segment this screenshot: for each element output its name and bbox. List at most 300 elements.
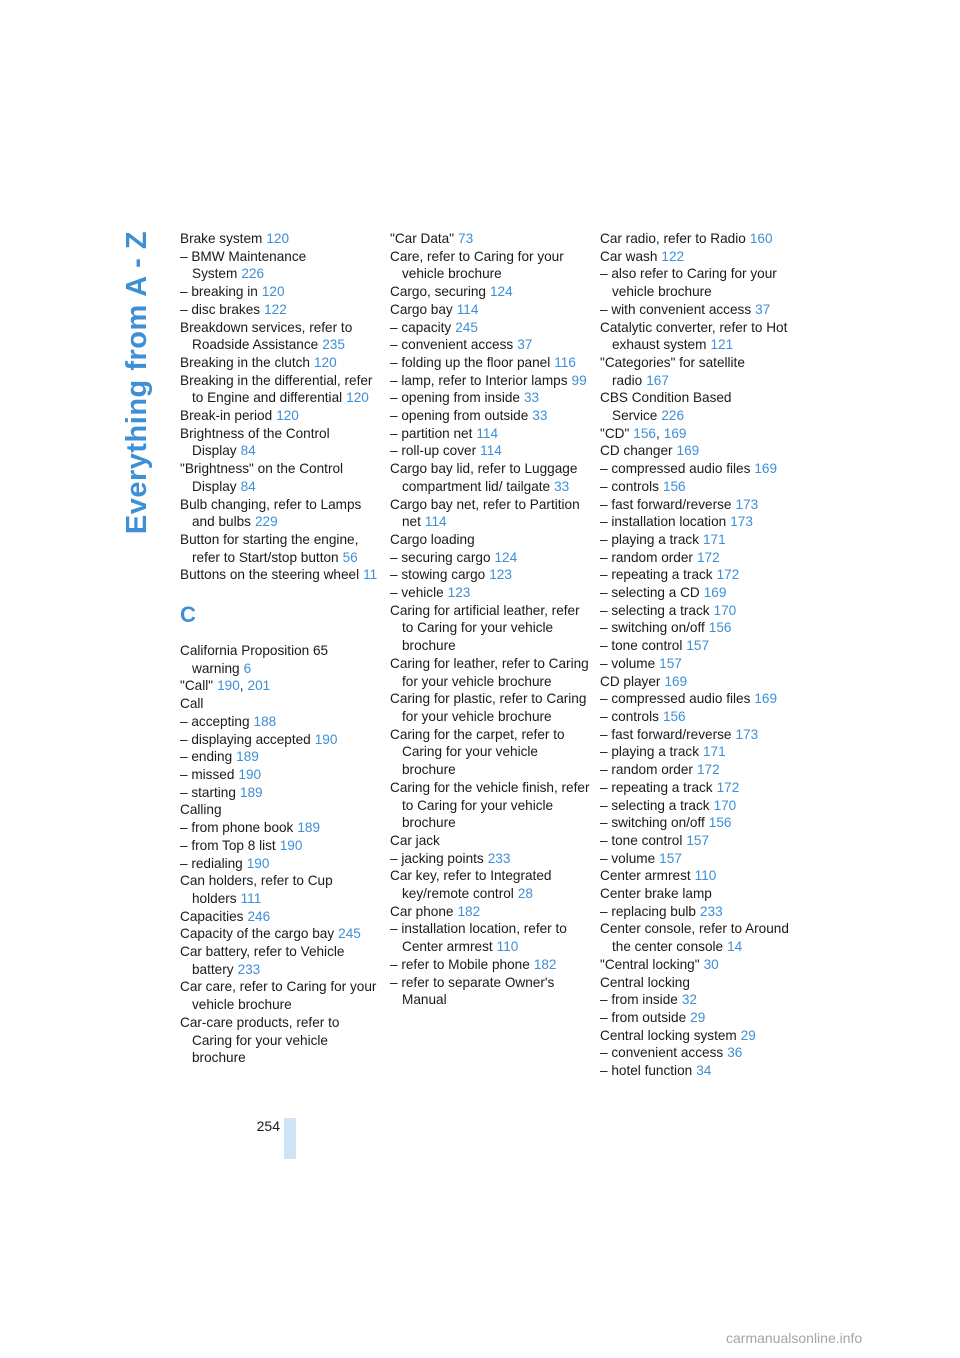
index-term: "Call" xyxy=(180,678,214,694)
index-entry xyxy=(180,230,380,248)
index-term: Cargo loading xyxy=(390,531,475,547)
index-term: – partition net xyxy=(390,425,473,441)
index-term: Brightness of the Control Display xyxy=(180,425,330,459)
index-term: Caring for plastic, refer to Caring for your vehicle brochure xyxy=(390,691,587,724)
page-reference-link[interactable]: 173 xyxy=(735,496,759,512)
index-term: – switching on/off xyxy=(600,620,705,636)
page-reference-link[interactable]: 29 xyxy=(690,1009,706,1025)
index-entry xyxy=(390,248,590,283)
index-term: Center armrest xyxy=(600,868,691,884)
index-entry xyxy=(600,779,800,797)
page-reference-link[interactable]: 173 xyxy=(735,726,759,742)
index-entry xyxy=(180,784,380,802)
index-entry xyxy=(390,974,590,1009)
page-reference-link[interactable]: 182 xyxy=(533,956,557,972)
page-reference-link[interactable]: 99 xyxy=(571,372,587,388)
page-reference-link[interactable]: 201 xyxy=(247,678,271,694)
index-term: – vehicle xyxy=(390,585,444,601)
page-reference-separator: , xyxy=(239,678,244,694)
page-reference-link[interactable]: 156 xyxy=(708,620,732,636)
page-reference-link[interactable]: 169 xyxy=(664,673,688,689)
index-term: – volume xyxy=(600,655,656,671)
index-entry xyxy=(180,766,380,784)
index-term: – playing a track xyxy=(600,531,699,547)
page-reference-link[interactable]: 84 xyxy=(240,478,256,494)
index-term: "CD" xyxy=(600,425,630,441)
index-entry xyxy=(390,442,590,460)
index-term: – selecting a track xyxy=(600,602,710,618)
index-term: Breaking in the clutch xyxy=(180,354,310,370)
index-term: Car care, refer to Caring for your vehicle brochure xyxy=(180,979,377,1013)
index-term: – playing a track xyxy=(600,744,699,760)
index-term: California Proposition 65 warning xyxy=(180,643,329,676)
index-term: CD changer xyxy=(600,443,673,459)
page-number-bar xyxy=(284,1118,296,1159)
index-entry xyxy=(390,496,590,531)
index-entry xyxy=(390,460,590,495)
page-reference-link[interactable]: 73 xyxy=(458,231,474,246)
index-entry xyxy=(600,566,800,584)
index-term: – disc brakes xyxy=(180,301,261,317)
index-term: – controls xyxy=(600,478,659,494)
page-reference-link[interactable]: 84 xyxy=(240,443,256,459)
page-reference-link[interactable]: 28 xyxy=(517,886,533,902)
index-entry xyxy=(390,779,590,832)
index-entry xyxy=(180,301,380,319)
index-entry xyxy=(600,655,800,673)
index-term: Calling xyxy=(180,802,222,818)
index-entry xyxy=(600,425,800,443)
index-term: Capacities xyxy=(180,908,244,924)
page-reference-link[interactable]: 226 xyxy=(661,408,685,424)
index-term: Car battery, refer to Vehicle battery xyxy=(180,944,345,977)
page-reference-link[interactable]: 182 xyxy=(457,903,481,919)
index-term: – replacing bulb xyxy=(600,903,696,919)
index-term: – accepting xyxy=(180,713,250,729)
index-column-1 xyxy=(180,230,380,1067)
index-term: – volume xyxy=(600,850,656,866)
page-reference-link[interactable]: 189 xyxy=(239,784,263,800)
page-reference-link[interactable]: 111 xyxy=(240,890,262,906)
index-term: Car wash xyxy=(600,248,658,264)
page-reference-link[interactable]: 6 xyxy=(243,660,252,676)
page-reference-link[interactable]: 124 xyxy=(489,284,513,300)
index-term: Central locking system xyxy=(600,1027,737,1043)
page-reference-link[interactable]: 157 xyxy=(659,850,682,866)
page-reference-link[interactable]: 37 xyxy=(755,301,771,317)
page-reference-link[interactable]: 189 xyxy=(236,749,259,765)
index-term: – from outside xyxy=(600,1009,687,1025)
index-term: Buttons on the steering wheel xyxy=(180,567,360,583)
index-entry xyxy=(600,1027,800,1045)
page-reference-link[interactable]: 169 xyxy=(754,461,778,477)
page-reference-link[interactable]: 114 xyxy=(424,514,447,530)
page-reference-link[interactable]: 32 xyxy=(681,992,697,1008)
page-reference-link[interactable]: 169 xyxy=(676,443,700,459)
index-entry xyxy=(600,832,800,850)
index-entry xyxy=(390,920,590,955)
index-entry xyxy=(180,1014,380,1067)
index-term: – from inside xyxy=(600,992,678,1008)
watermark: carmanualsonline.info xyxy=(726,1330,863,1346)
page-reference-link[interactable]: 188 xyxy=(253,713,277,729)
index-term: – displaying accepted xyxy=(180,731,311,747)
index-entry xyxy=(390,602,590,655)
page-reference-link[interactable]: 233 xyxy=(487,850,511,866)
page-reference-link[interactable]: 157 xyxy=(659,655,682,671)
index-entry xyxy=(390,832,590,850)
page-reference-link[interactable]: 33 xyxy=(532,408,548,424)
index-entry xyxy=(600,991,800,1009)
index-entry xyxy=(600,974,800,992)
index-entry xyxy=(180,908,380,926)
page-reference-link[interactable]: 189 xyxy=(297,820,321,836)
page-reference-link[interactable]: 124 xyxy=(494,549,518,565)
index-term: – stowing cargo xyxy=(390,567,486,583)
index-term: Center console, refer to Around the center console xyxy=(600,921,789,955)
index-entry xyxy=(180,642,380,677)
index-entry xyxy=(390,230,590,248)
index-entry xyxy=(390,690,590,725)
page-reference-link[interactable]: 235 xyxy=(322,337,345,353)
index-term: – from Top 8 list xyxy=(180,837,276,853)
index-entry xyxy=(180,872,380,907)
index-entry xyxy=(600,761,800,779)
index-term: – installation location xyxy=(600,514,727,530)
index-term: – opening from inside xyxy=(390,390,520,406)
index-term: Car radio, refer to Radio xyxy=(600,231,746,246)
index-term: Cargo, securing xyxy=(390,284,486,300)
index-term: Capacity of the cargo bay xyxy=(180,926,335,942)
index-term: – refer to Mobile phone xyxy=(390,956,530,972)
index-entry xyxy=(180,748,380,766)
index-entry xyxy=(600,478,800,496)
index-term: "Categories" for satellite radio xyxy=(600,354,745,388)
page-reference-link[interactable]: 171 xyxy=(703,531,726,547)
index-term: – opening from outside xyxy=(390,408,529,424)
page-reference-link[interactable]: 116 xyxy=(554,354,576,370)
index-entry xyxy=(600,903,800,921)
index-entry xyxy=(390,389,590,407)
index-term: – with convenient access xyxy=(600,301,752,317)
page-reference-link[interactable]: 172 xyxy=(716,567,740,583)
index-term: Call xyxy=(180,696,204,712)
index-entry xyxy=(390,956,590,974)
page-reference-link[interactable]: 123 xyxy=(447,585,471,601)
page-reference-link[interactable]: 169 xyxy=(754,691,778,707)
page-reference-link[interactable]: 157 xyxy=(686,638,710,654)
index-term: – starting xyxy=(180,784,236,800)
index-term: – capacity xyxy=(390,319,452,335)
page-reference-link[interactable]: 233 xyxy=(699,903,723,919)
index-entry xyxy=(600,619,800,637)
page-reference-link[interactable]: 233 xyxy=(237,961,261,977)
index-term: Breakdown services, refer to Roadside Assistance xyxy=(180,319,353,353)
page-reference-link[interactable]: 120 xyxy=(313,354,337,370)
index-term: Central locking xyxy=(600,974,690,990)
index-term: Can holders, refer to Cup holders xyxy=(180,873,333,906)
index-term: – convenient access xyxy=(390,337,514,353)
index-entry xyxy=(390,283,590,301)
index-term: – controls xyxy=(600,708,659,724)
index-entry xyxy=(600,389,800,424)
page-reference-link[interactable]: 110 xyxy=(496,939,519,955)
index-term: Caring for leather, refer to Caring for your vehicle brochure xyxy=(390,655,589,689)
index-entry xyxy=(180,943,380,978)
index-term: – breaking in xyxy=(180,284,258,300)
index-entry xyxy=(600,301,800,319)
index-term: Catalytic converter, refer to Hot exhaust system xyxy=(600,319,788,353)
page-reference-link[interactable]: 114 xyxy=(480,443,502,459)
index-entry xyxy=(180,354,380,372)
page-reference-link[interactable]: 170 xyxy=(713,797,737,813)
index-term: – redialing xyxy=(180,855,243,871)
index-entry xyxy=(600,584,800,602)
side-title xyxy=(118,232,158,532)
index-term: – compressed audio files xyxy=(600,691,751,707)
index-entry xyxy=(600,1009,800,1027)
page-reference-link[interactable]: 190 xyxy=(279,837,303,853)
index-term: CBS Condition Based Service xyxy=(600,390,732,424)
index-entry xyxy=(390,584,590,602)
page-reference-link[interactable]: 122 xyxy=(661,248,685,264)
index-entry xyxy=(180,283,380,301)
page-reference-link[interactable]: 190 xyxy=(238,766,262,782)
index-term: – fast forward/reverse xyxy=(600,496,732,512)
page-reference-link[interactable]: 114 xyxy=(476,425,499,441)
section-heading: C xyxy=(180,602,196,628)
index-term: – compressed audio files xyxy=(600,461,751,477)
index-entry xyxy=(180,319,380,354)
index-entry xyxy=(600,602,800,620)
index-entry xyxy=(600,496,800,514)
page-reference-link[interactable]: 123 xyxy=(489,567,512,583)
index-term: Breaking in the differential, refer to Engine and differential xyxy=(180,372,373,406)
index-entry xyxy=(390,425,590,443)
page-reference-link[interactable]: 190 xyxy=(246,855,270,871)
page-reference-link[interactable]: 11 xyxy=(363,567,378,583)
index-term: Car key, refer to Integrated key/remote control xyxy=(390,868,552,902)
index-entry xyxy=(600,690,800,708)
index-entry xyxy=(180,531,380,566)
page-reference-link[interactable]: 169 xyxy=(703,585,727,601)
index-entry xyxy=(390,850,590,868)
index-entry xyxy=(180,925,380,943)
index-entry xyxy=(180,425,380,460)
page-reference-link[interactable]: 30 xyxy=(703,956,719,972)
index-term: – selecting a CD xyxy=(600,585,700,601)
index-entry xyxy=(600,513,800,531)
page-reference-link[interactable]: 56 xyxy=(342,549,358,565)
index-entry xyxy=(600,248,800,266)
page-reference-link[interactable]: 29 xyxy=(740,1027,756,1043)
page-reference-link[interactable]: 190 xyxy=(314,731,338,747)
page-reference-link[interactable]: 156 xyxy=(708,815,732,831)
index-entry xyxy=(390,655,590,690)
side-title-text: Everything from A - Z xyxy=(121,230,154,534)
page-reference-link[interactable]: 156 xyxy=(662,708,686,724)
index-entry xyxy=(180,248,380,283)
index-term: Cargo bay lid, refer to Luggage compartment lid/ tailgate xyxy=(390,461,578,494)
index-term: – repeating a track xyxy=(600,567,713,583)
index-term: Brake system xyxy=(180,231,263,246)
index-term: – fast forward/reverse xyxy=(600,726,732,742)
index-entry xyxy=(600,726,800,744)
index-entry xyxy=(600,230,800,248)
page-number: 254 xyxy=(256,1118,280,1134)
index-entry xyxy=(390,549,590,567)
index-term: CD player xyxy=(600,673,661,689)
page-reference-link[interactable]: 172 xyxy=(716,779,740,795)
index-entry xyxy=(180,731,380,749)
page-reference-separator: , xyxy=(655,425,660,441)
index-entry xyxy=(390,372,590,390)
index-term: – repeating a track xyxy=(600,779,713,795)
index-term: – random order xyxy=(600,762,693,778)
index-term: Caring for the carpet, refer to Caring for your vehicle brochure xyxy=(390,726,565,778)
index-entry xyxy=(180,566,380,584)
page-reference-link[interactable]: 33 xyxy=(523,390,540,406)
index-entry xyxy=(600,442,800,460)
index-entry xyxy=(390,301,590,319)
index-entry xyxy=(390,903,590,921)
index-term: – securing cargo xyxy=(390,549,491,565)
index-entry xyxy=(600,637,800,655)
index-entry xyxy=(600,319,800,354)
index-entry xyxy=(390,867,590,902)
index-term: – tone control xyxy=(600,638,683,654)
page-reference-link[interactable]: 173 xyxy=(730,514,753,530)
index-entry xyxy=(600,956,800,974)
page-reference-link[interactable]: 36 xyxy=(727,1045,743,1061)
index-term: Center brake lamp xyxy=(600,886,712,902)
page-reference-link[interactable]: 169 xyxy=(663,425,687,441)
index-entry xyxy=(600,354,800,389)
index-term: – hotel function xyxy=(600,1063,693,1079)
index-term: Button for starting the engine, refer to Start/stop button xyxy=(180,531,359,565)
index-entry xyxy=(600,265,800,300)
index-entry xyxy=(600,1062,800,1080)
page-reference-link[interactable]: 122 xyxy=(264,301,287,317)
index-term: Cargo bay net, refer to Partition net xyxy=(390,496,580,530)
page-reference-link[interactable]: 34 xyxy=(696,1063,712,1079)
index-term: "Car Data" xyxy=(390,231,455,246)
index-entry xyxy=(600,850,800,868)
index-term: Car jack xyxy=(390,832,440,848)
index-term: – switching on/off xyxy=(600,815,705,831)
index-entry xyxy=(180,713,380,731)
index-entry xyxy=(600,1044,800,1062)
index-term: – roll-up cover xyxy=(390,443,477,459)
page-reference-link[interactable]: 114 xyxy=(456,301,479,317)
index-entry xyxy=(600,708,800,726)
index-entry xyxy=(180,460,380,495)
page-reference-link[interactable]: 160 xyxy=(749,231,773,246)
page-reference-link[interactable]: 14 xyxy=(727,939,743,955)
page-reference-link[interactable]: 157 xyxy=(686,832,710,848)
page-reference-link[interactable]: 120 xyxy=(346,390,369,406)
index-entry xyxy=(180,677,380,695)
index-entry xyxy=(390,319,590,337)
index-term: Caring for the vehicle finish, refer to Caring for your vehicle brochure xyxy=(390,779,590,831)
index-term: – also refer to Caring for your vehicle brochure xyxy=(600,266,777,300)
index-column-3 xyxy=(600,230,800,1080)
page-reference-link[interactable]: 121 xyxy=(710,337,734,353)
page-reference-link[interactable]: 110 xyxy=(694,868,717,884)
index-entry xyxy=(390,531,590,549)
page-reference-link[interactable]: 156 xyxy=(633,425,656,441)
index-term: Car-care products, refer to Caring for your vehicle brochure xyxy=(180,1014,340,1066)
index-entry xyxy=(390,354,590,372)
page-reference-link[interactable]: 120 xyxy=(276,408,299,424)
index-term: – installation location, refer to Center armrest xyxy=(390,921,567,955)
index-entry xyxy=(600,673,800,691)
index-entry xyxy=(600,867,800,885)
index-entry xyxy=(600,885,800,903)
page-reference-link[interactable]: 171 xyxy=(703,744,726,760)
page-reference-link[interactable]: 172 xyxy=(696,762,720,778)
index-term: "Central locking" xyxy=(600,956,700,972)
index-term: "Brightness" on the Control Display xyxy=(180,461,344,494)
index-term: – refer to separate Owner's Manual xyxy=(390,974,555,1008)
page-reference-link[interactable]: 190 xyxy=(217,678,240,694)
page-reference-link[interactable]: 172 xyxy=(696,549,720,565)
page-reference-link[interactable]: 120 xyxy=(261,284,285,300)
index-term: Break-in period xyxy=(180,408,273,424)
page-reference-link[interactable]: 229 xyxy=(254,514,278,530)
index-column-2 xyxy=(390,230,590,1009)
page-reference-link[interactable]: 170 xyxy=(713,602,737,618)
page-reference-link[interactable]: 120 xyxy=(266,231,290,246)
index-term: – ending xyxy=(180,749,233,765)
index-term: – from phone book xyxy=(180,820,294,836)
index-term: Cargo bay xyxy=(390,301,453,317)
index-entry xyxy=(180,837,380,855)
index-entry xyxy=(390,566,590,584)
page-reference-link[interactable]: 37 xyxy=(517,337,533,353)
page-reference-link[interactable]: 226 xyxy=(241,266,265,282)
index-entry xyxy=(390,336,590,354)
index-term: – random order xyxy=(600,549,693,565)
index-term: – tone control xyxy=(600,832,683,848)
index-entry xyxy=(600,797,800,815)
index-term: – missed xyxy=(180,766,235,782)
page-reference-link[interactable]: 245 xyxy=(338,926,361,942)
index-entry xyxy=(180,855,380,873)
index-term: Car phone xyxy=(390,903,454,919)
page-reference-link[interactable]: 245 xyxy=(455,319,478,335)
index-entry xyxy=(600,814,800,832)
index-entry xyxy=(600,549,800,567)
index-term: Bulb changing, refer to Lamps and bulbs xyxy=(180,496,362,530)
index-term: – selecting a track xyxy=(600,797,710,813)
index-entry xyxy=(600,460,800,478)
page-reference-link[interactable]: 167 xyxy=(646,372,669,388)
index-entry xyxy=(600,743,800,761)
index-term: – jacking points xyxy=(390,850,484,866)
index-entry xyxy=(180,801,380,819)
index-term: Care, refer to Caring for your vehicle brochure xyxy=(390,248,564,282)
index-term: – convenient access xyxy=(600,1045,724,1061)
page-reference-link[interactable]: 246 xyxy=(247,908,271,924)
index-entry xyxy=(390,726,590,779)
index-entry xyxy=(180,407,380,425)
index-entry xyxy=(600,920,800,955)
page-reference-link[interactable]: 33 xyxy=(554,478,570,494)
index-term: – folding up the floor panel xyxy=(390,354,551,370)
index-entry xyxy=(390,407,590,425)
page-reference-link[interactable]: 156 xyxy=(662,478,686,494)
